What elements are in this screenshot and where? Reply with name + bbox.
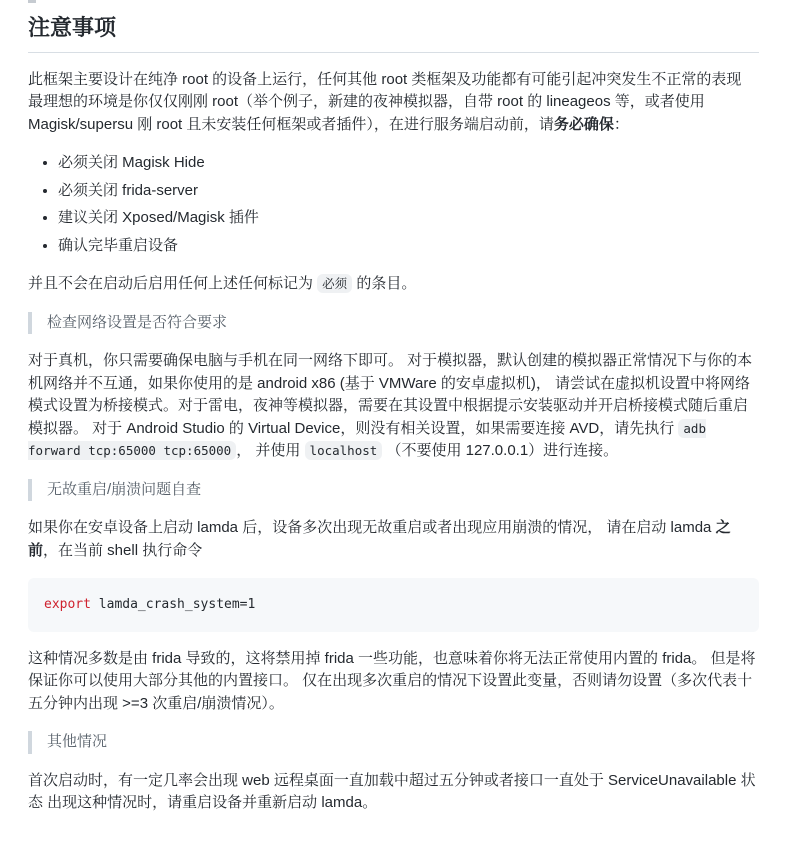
after-list-paragraph bbox=[28, 273, 759, 296]
page-title: 注意事项 bbox=[28, 14, 759, 53]
list-item-magisk-hide: • 必须关闭 Magisk Hide bbox=[58, 152, 759, 175]
blockquote-other-text: 其他情况 bbox=[47, 733, 108, 751]
inline-code-localhost: localhost bbox=[305, 441, 383, 460]
list-item-reboot-device: • 确认完毕重启设备 bbox=[58, 235, 759, 258]
after-list-text-2: 的条目。 bbox=[352, 275, 417, 293]
intro-paragraph bbox=[28, 69, 759, 137]
code-keyword-export: export bbox=[44, 597, 91, 613]
blockquote-network-check bbox=[28, 312, 759, 335]
frida-paragraph: 这种情况多数是由 frida 导致的，这将禁用掉 frida 一些功能，也意味着你将无法正常使用内置的 frida。 但是将保证你可以使用大部分其他的内置接口。 仅在出现多次重启的情况下设置此变量，否则请勿设置（多次代表十五分钟内出现 >=3 次重启/崩溃情况）。 bbox=[28, 649, 756, 712]
crash-text-2: ，在当前 shell 执行命令 bbox=[43, 541, 203, 559]
list-item-frida-server: • 必须关闭 frida-server bbox=[58, 180, 759, 203]
final-paragraph: 首次启动时，有一定几率会出现 web 远程桌面一直加载中超过五分钟或者接口一直处于 ServiceUnavailable 状态 出现这种情况时，请重启设备并重新启动 lamda。 bbox=[28, 771, 756, 812]
inline-code-adb-forward: adb forward tcp:65000 tcp:65000 bbox=[28, 420, 706, 459]
clipped-content-artifact bbox=[28, 0, 36, 3]
blockquote-crash-text: 无故重启/崩溃问题自查 bbox=[47, 480, 202, 498]
after-list-text: 并且不会在启动后启用任何上述任何标记为 bbox=[28, 275, 318, 293]
precaution-list bbox=[28, 152, 759, 257]
intro-text: 此框架主要设计在纯净 root 的设备上运行，任何其他 root 类框架及功能都有可能引起冲突发生不正常的表现 最理想的环境是你仅仅刚刚 root（举个例子，新建的夜神模拟器，自带 root 的 lineageos 等，或者使用 Magisk/supersu 刚 root 且未安装任何框架或者插件），在进行服务端启动前，请 bbox=[28, 70, 742, 133]
inline-code-bixu: 必须 bbox=[317, 274, 352, 293]
blockquote-crash-selfcheck bbox=[28, 479, 759, 502]
network-paragraph bbox=[28, 350, 759, 463]
code-rest: lamda_crash_system=1 bbox=[90, 597, 256, 613]
network-text: 对于真机，你只需要确保电脑与手机在同一网络下即可。 对于模拟器，默认创建的模拟器正常情况下与你的本机网络并不互通，如果你使用的是 android x86 (基于 VMWare 的安卓虚拟机)， 请尝试在虚拟机设置中将网络模式设置为桥接模式。对于雷电，夜神等模拟器，需要在其设置中根据提示安装驱动并开启桥接模式随后重启模拟器。 对于 Android Studio 的 Virtual Device，则没有相关设置，如果需要连接 AVD，请先执行 bbox=[28, 352, 753, 437]
intro-bold-text: 务必确保 bbox=[553, 115, 614, 133]
crash-paragraph bbox=[28, 517, 759, 562]
intro-colon: ： bbox=[613, 115, 629, 133]
code-block-content bbox=[44, 597, 255, 612]
network-text-2: ， 并使用 bbox=[236, 442, 305, 460]
network-text-3: （不要使用 127.0.0.1）进行连接。 bbox=[382, 442, 619, 460]
blockquote-other-cases bbox=[28, 731, 759, 754]
code-block-export bbox=[28, 578, 759, 632]
crash-bold-text: 之前 bbox=[28, 519, 731, 559]
crash-text: 如果你在安卓设备上启动 lamda 后，设备多次出现无故重启或者出现应用崩溃的情况， 请在启动 lamda bbox=[28, 519, 716, 537]
blockquote-network-text: 检查网络设置是否符合要求 bbox=[47, 313, 228, 331]
list-item-xposed-plugins: • 建议关闭 Xposed/Magisk 插件 bbox=[58, 207, 759, 230]
